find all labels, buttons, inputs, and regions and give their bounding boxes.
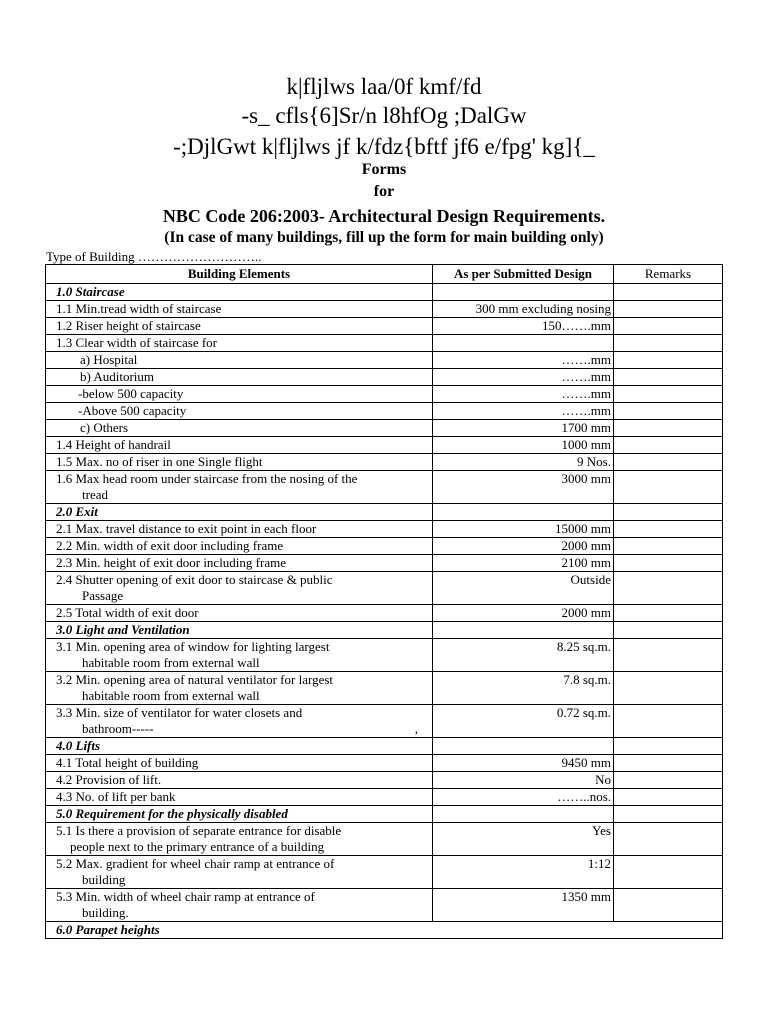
- table-row: [46, 335, 723, 352]
- table-row: [46, 352, 723, 369]
- element-label: 1.4 Height of handrail: [46, 437, 433, 454]
- section-title: 4.0 Lifts: [46, 738, 433, 755]
- section-title: 5.0 Requirement for the physically disabled: [46, 806, 433, 823]
- element-label: [46, 471, 433, 504]
- element-label: 1.3 Clear width of staircase for: [46, 335, 433, 352]
- design-value: 1:12: [433, 856, 614, 889]
- element-label: 2.5 Total width of exit door: [46, 605, 433, 622]
- table-row: [46, 538, 723, 555]
- element-label-line-2: habitable room from external wall: [82, 688, 260, 703]
- table-row: [46, 454, 723, 471]
- column-header-building-elements: Building Elements: [46, 265, 433, 284]
- remarks-cell: [614, 755, 723, 772]
- element-label: 1.5 Max. no of riser in one Single flight: [46, 454, 433, 471]
- table-row: [46, 386, 723, 403]
- design-value: ……..nos.: [433, 789, 614, 806]
- element-label: [46, 889, 433, 922]
- element-label-line-1: 5.1 Is there a provision of separate entrance for disable: [56, 823, 342, 838]
- table-row: [46, 889, 723, 922]
- element-label: [46, 856, 433, 889]
- design-value: 2100 mm: [433, 555, 614, 572]
- remarks-cell: [614, 335, 723, 352]
- design-value: 8.25 sq.m.: [433, 639, 614, 672]
- design-value: 3000 mm: [433, 471, 614, 504]
- remarks-cell: [614, 437, 723, 454]
- table-row: [46, 555, 723, 572]
- table-row: [46, 789, 723, 806]
- element-label: -below 500 capacity: [46, 386, 433, 403]
- forms-heading: Forms: [361, 161, 407, 178]
- element-label-line-1: 1.6 Max head room under staircase from the nosing of the: [56, 471, 358, 486]
- element-label: b) Auditorium: [46, 369, 433, 386]
- element-label: 2.1 Max. travel distance to exit point in each floor: [46, 521, 433, 538]
- design-value: …….mm: [433, 352, 614, 369]
- element-label-line-2: habitable room from external wall: [82, 655, 260, 670]
- element-label: 1.1 Min.tread width of staircase: [46, 301, 433, 318]
- design-value: 1000 mm: [433, 437, 614, 454]
- remarks-cell: [614, 555, 723, 572]
- element-label: [46, 672, 433, 705]
- element-label-line-2: building: [82, 872, 126, 887]
- table-row: [46, 471, 723, 504]
- element-label: 2.3 Min. height of exit door including frame: [46, 555, 433, 572]
- remarks-cell: [614, 889, 723, 922]
- remarks-cell: [614, 639, 723, 672]
- design-value: 9450 mm: [433, 755, 614, 772]
- remarks-cell: [614, 605, 723, 622]
- element-label-line-1: 5.3 Min. width of wheel chair ramp at entrance of: [56, 889, 315, 904]
- element-label: [46, 823, 433, 856]
- design-value: 7.8 sq.m.: [433, 672, 614, 705]
- stray-comma: ,: [414, 721, 418, 736]
- table-row: [46, 705, 723, 738]
- design-value: 1350 mm: [433, 889, 614, 922]
- element-label-line-1: 3.2 Min. opening area of natural ventilator for largest: [56, 672, 334, 687]
- remarks-cell: [614, 369, 723, 386]
- design-value: [433, 335, 614, 352]
- table-row: [46, 318, 723, 335]
- remarks-cell: [614, 420, 723, 437]
- table-row: [46, 420, 723, 437]
- design-value: Yes: [433, 823, 614, 856]
- section-title: 6.0 Parapet heights: [46, 922, 723, 939]
- column-header-remarks: Remarks: [614, 265, 723, 284]
- table-row: [46, 772, 723, 789]
- remarks-cell: [614, 789, 723, 806]
- remarks-cell: [614, 521, 723, 538]
- table-row: [46, 856, 723, 889]
- table-row: [46, 572, 723, 605]
- table-row: [46, 755, 723, 772]
- element-label: c) Others: [46, 420, 433, 437]
- element-label: [46, 705, 433, 738]
- element-label-line-1: 3.1 Min. opening area of window for lighting largest: [56, 639, 330, 654]
- table-row: [46, 437, 723, 454]
- remarks-cell: [614, 572, 723, 605]
- element-label-line-1: 3.3 Min. size of ventilator for water closets and: [56, 705, 303, 720]
- section-row-exit: [46, 504, 723, 521]
- section-row-parapet-heights: [46, 922, 723, 939]
- remarks-cell: [614, 386, 723, 403]
- remarks-cell: [614, 471, 723, 504]
- table-row: [46, 639, 723, 672]
- table-row: [46, 369, 723, 386]
- section-row-lifts: [46, 738, 723, 755]
- element-label-line-1: 5.2 Max. gradient for wheel chair ramp at entrance of: [56, 856, 335, 871]
- section-row-light-ventilation: [46, 622, 723, 639]
- design-value: No: [433, 772, 614, 789]
- element-label-line-2: tread: [82, 487, 108, 502]
- type-of-building-field: Type of Building ………………………..: [46, 249, 262, 264]
- element-label: -Above 500 capacity: [46, 403, 433, 420]
- element-label-line-2: Passage: [82, 588, 124, 603]
- instruction-note: (In case of many buildings, fill up the form for main building only): [164, 229, 604, 246]
- remarks-cell: [614, 772, 723, 789]
- element-label-line-2: building.: [82, 905, 129, 920]
- table-row: [46, 605, 723, 622]
- element-label: 4.3 No. of lift per bank: [46, 789, 433, 806]
- section-row-physically-disabled: [46, 806, 723, 823]
- element-label-line-2: bathroom-----: [82, 721, 154, 736]
- design-value: Outside: [433, 572, 614, 605]
- remarks-cell: [614, 538, 723, 555]
- nepali-title-line-3: -;DjlGwt k|fljlws jf k/fdz{bftf jf6 e/fpg' kg]{_: [173, 134, 595, 159]
- design-value: 2000 mm: [433, 605, 614, 622]
- design-value: 300 mm excluding nosing: [433, 301, 614, 318]
- table-row: [46, 521, 723, 538]
- remarks-cell: [614, 318, 723, 335]
- element-label: 1.2 Riser height of staircase: [46, 318, 433, 335]
- table-row: [46, 672, 723, 705]
- design-value: 2000 mm: [433, 538, 614, 555]
- table-header-row: [46, 265, 723, 284]
- section-row-staircase: [46, 284, 723, 301]
- nepali-title-line-2: -s_ cfls{6]Sr/n l8hfOg ;DalGw: [241, 103, 527, 128]
- remarks-cell: [614, 672, 723, 705]
- table-row: [46, 823, 723, 856]
- element-label: [46, 639, 433, 672]
- design-value: 9 Nos.: [433, 454, 614, 471]
- element-label-line-2: people next to the primary entrance of a building: [70, 839, 325, 854]
- section-title: 2.0 Exit: [46, 504, 433, 521]
- remarks-cell: [614, 823, 723, 856]
- column-header-submitted-design: As per Submitted Design: [433, 265, 614, 284]
- design-value: 0.72 sq.m.: [433, 705, 614, 738]
- element-label-line-1: 2.4 Shutter opening of exit door to staircase & public: [56, 572, 333, 587]
- table-row: [46, 403, 723, 420]
- design-value: 1700 mm: [433, 420, 614, 437]
- remarks-cell: [614, 856, 723, 889]
- code-title: NBC Code 206:2003- Architectural Design Requirements.: [162, 206, 606, 226]
- design-value: …….mm: [433, 369, 614, 386]
- remarks-cell: [614, 352, 723, 369]
- section-title: 1.0 Staircase: [46, 284, 433, 301]
- remarks-cell: [614, 301, 723, 318]
- element-label: a) Hospital: [46, 352, 433, 369]
- element-label: 4.1 Total height of building: [46, 755, 433, 772]
- element-label: [46, 572, 433, 605]
- remarks-cell: [614, 454, 723, 471]
- design-value: 150…….mm: [433, 318, 614, 335]
- element-label: 2.2 Min. width of exit door including frame: [46, 538, 433, 555]
- table-row: [46, 301, 723, 318]
- element-label: 4.2 Provision of lift.: [46, 772, 433, 789]
- design-value: …….mm: [433, 386, 614, 403]
- nepali-title-line-1: k|fljlws laa/0f kmf/fd: [286, 74, 482, 99]
- requirements-table: [45, 264, 723, 939]
- remarks-cell: [614, 705, 723, 738]
- design-value: …….mm: [433, 403, 614, 420]
- remarks-cell: [614, 403, 723, 420]
- section-title: 3.0 Light and Ventilation: [46, 622, 433, 639]
- design-value: 15000 mm: [433, 521, 614, 538]
- for-heading: for: [373, 183, 395, 200]
